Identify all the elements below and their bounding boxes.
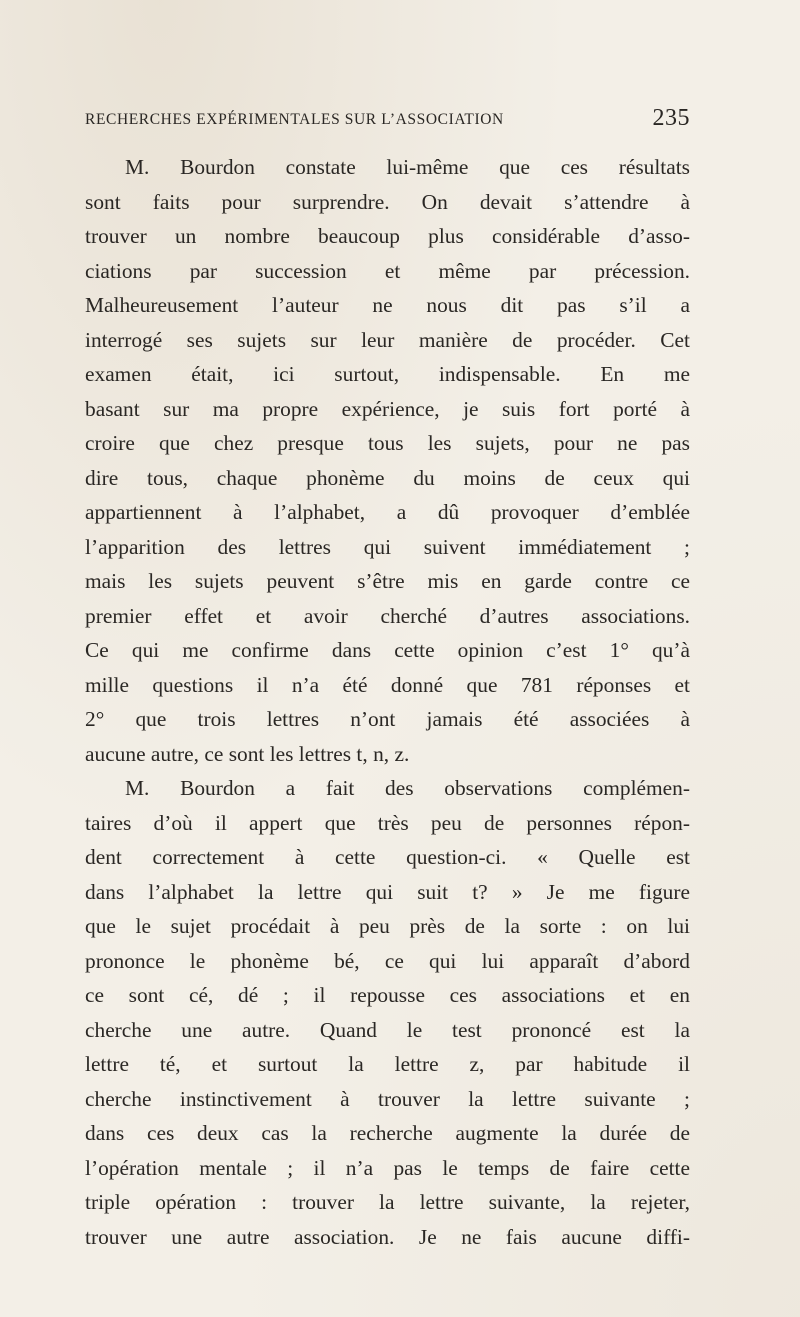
text-line: l’opération mentale ; il n’a pas le temps de faire cette: [85, 1155, 690, 1180]
text-line: prononce le phonème bé, ce qui lui apparaît d’abord: [85, 948, 690, 973]
text-line: cherche une autre. Quand le test prononcé est la: [85, 1017, 690, 1042]
text-line: ciations par succession et même par précession.: [85, 258, 690, 283]
text-line: cherche instinctivement à trouver la lettre suivante ;: [85, 1086, 690, 1111]
running-header: [85, 103, 690, 133]
text-line: interrogé ses sujets sur leur manière de procéder. Cet: [85, 327, 690, 352]
text-line: sont faits pour surprendre. On devait s’attendre à: [85, 189, 690, 214]
text-line: Malheureusement l’auteur ne nous dit pas s’il a: [85, 293, 690, 317]
text-line: dire tous, chaque phonème du moins de ceux qui: [85, 465, 690, 490]
text-line: lettre té, et surtout la lettre z, par habitude il: [85, 1052, 690, 1076]
text-line: dent correctement à cette question-ci. « Quelle est: [85, 845, 690, 869]
text-line: taires d’où il appert que très peu de personnes répon-: [85, 810, 690, 835]
text-line: que le sujet procédait à peu près de la sorte : on lui: [85, 914, 690, 938]
text-line: dans ces deux cas la recherche augmente la durée de: [85, 1121, 690, 1145]
text-line: l’apparition des lettres qui suivent immédiatement ;: [85, 534, 690, 559]
text-line: dans l’alphabet la lettre qui suit t? » Je me figure: [85, 879, 690, 904]
text-line: premier effet et avoir cherché d’autres associations.: [85, 603, 690, 628]
text-line: appartiennent à l’alphabet, a dû provoquer d’emblée: [85, 500, 690, 524]
body-text: [85, 150, 690, 1254]
text-line: mais les sujets peuvent s’être mis en garde contre ce: [85, 569, 690, 593]
text-line: M. Bourdon a fait des observations complémen-: [125, 776, 690, 800]
text-line: trouver une autre association. Je ne fais aucune diffi-: [85, 1224, 690, 1249]
text-line: triple opération : trouver la lettre suivante, la rejeter,: [85, 1190, 690, 1214]
text-line: mille questions il n’a été donné que 781 réponses et: [85, 672, 690, 697]
text-line: 2° que trois lettres n’ont jamais été associées à: [85, 707, 690, 731]
text-line: M. Bourdon constate lui-même que ces résultats: [125, 155, 690, 179]
text-line: trouver un nombre beaucoup plus considérable d’asso-: [85, 224, 690, 248]
text-line: examen était, ici surtout, indispensable. En me: [85, 362, 690, 386]
text-line: aucune autre, ce sont les lettres t, n, z.: [85, 741, 410, 766]
text-line: ce sont cé, dé ; il repousse ces associations et en: [85, 983, 690, 1007]
text-line: croire que chez presque tous les sujets, pour ne pas: [85, 431, 690, 455]
running-title: RECHERCHES EXPÉRIMENTALES SUR L’ASSOCIATION: [85, 111, 504, 128]
text-line: basant sur ma propre expérience, je suis fort porté à: [85, 396, 690, 421]
page-number: 235: [652, 105, 690, 131]
text-line: Ce qui me confirme dans cette opinion c’est 1° qu’à: [85, 638, 690, 662]
